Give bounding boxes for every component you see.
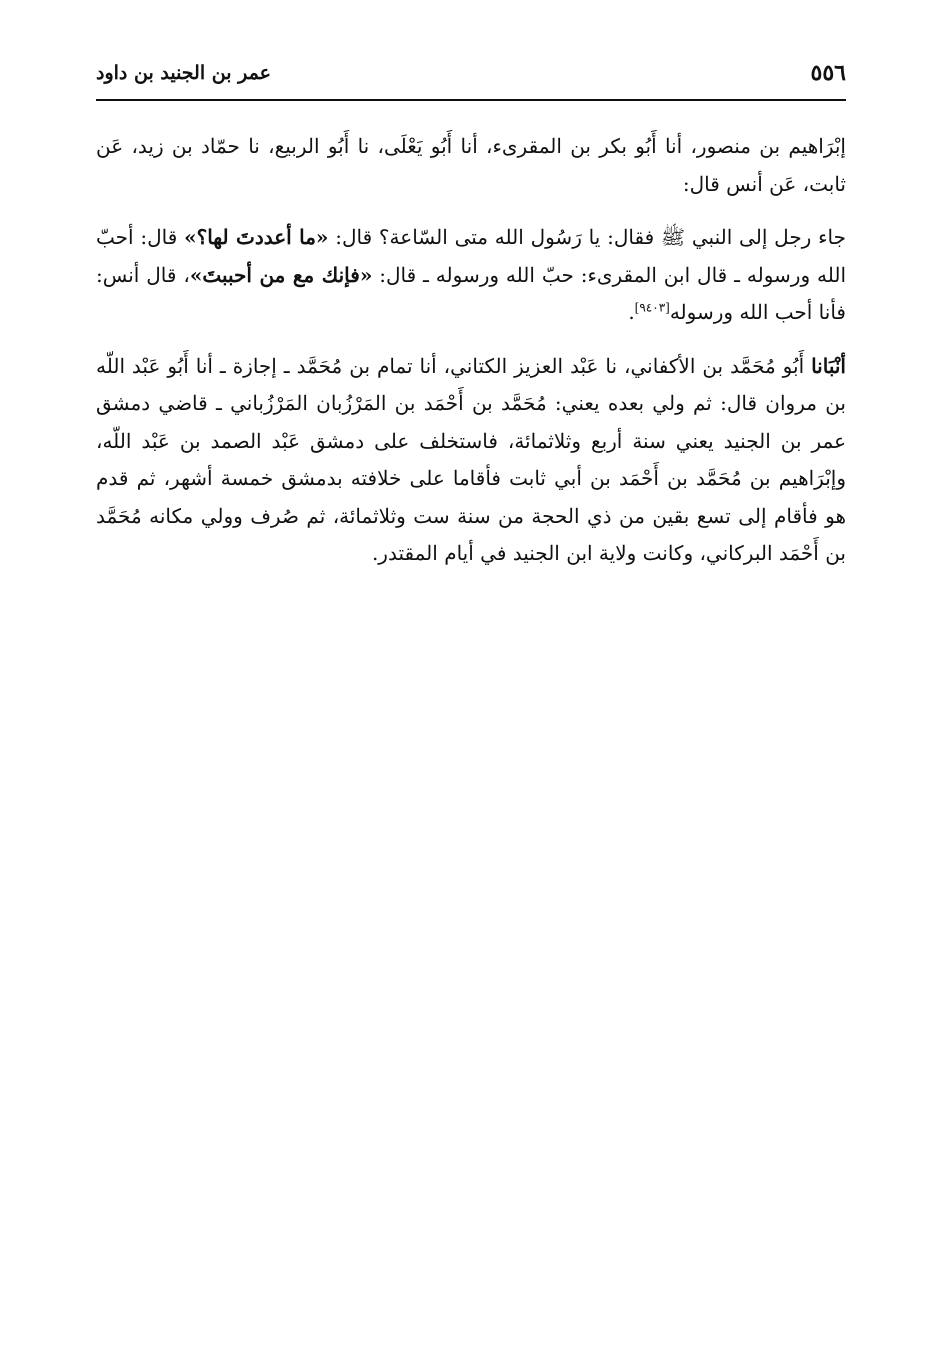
biography-text: أَبُو مُحَمَّد بن الأكفاني، نا عَبْد العزيز الكتاني، أنا تمام بن مُحَمَّد ـ إجازة ـ أنا أَبُو عَبْد اللّه بن مروان قال: ثم ولي بعده يعني: مُحَمَّد بن أَحْمَد بن المَرْزُبان المَرْزُباني ـ قاضي دمشق عمر بن الجنيد يعني سنة أربع وثلاثمائة، فاستخلف على دمشق عَبْد الصمد بن عَبْد اللّه، وإبْرَاهيم بن مُحَمَّد بن أَحْمَد بن أبي ثابت فأقاما على خلافته بدمشق خمسة أشهر، ثم قدم هو فأقام إلى تسع بقين من ذي الحجة من سنة ست وثلاثمائة، ثم صُرف وولي مكانه مُحَمَّد بن أَحْمَد البركاني، وكانت ولاية ابن الجنيد في أيام المقتدر. — [96, 353, 846, 565]
header-rule — [96, 99, 846, 101]
paragraph-hadith — [96, 219, 846, 332]
page-header — [96, 56, 846, 96]
hadith-reference-number: [٩٤٠٣] — [634, 300, 670, 315]
page-number: ٥٥٦ — [810, 60, 846, 86]
hadith-quote-2: «فإنك مع من أحببتَ» — [189, 262, 373, 287]
hadith-quote-1: «ما أعددتَ لها؟» — [184, 225, 329, 249]
hadith-text-3: ، قال أنس: فأنا أحب الله ورسوله — [96, 262, 846, 324]
biography-lead-word: أنْبَانا — [811, 353, 846, 378]
paragraph-biography — [96, 348, 846, 573]
running-title: عمر بن الجنيد بن داود — [96, 62, 271, 84]
paragraph-isnad: إبْرَاهيم بن منصور، أنا أَبُو بكر بن المقرىء، أنا أَبُو يَعْلَى، نا أَبُو الربيع، نا حمّاد بن زيد، عَن ثابت، عَن أنس قال: — [96, 134, 846, 196]
hadith-text-4: . — [628, 300, 635, 324]
hadith-text-1: جاء رجل إلى النبي ﷺ فقال: يا رَسُول الله متى السّاعة؟ قال: — [328, 225, 846, 249]
hadith-text-2: قال: أحبّ الله ورسوله ـ قال ابن المقرىء: حبّ الله ورسوله ـ قال: — [96, 225, 846, 287]
body-text — [96, 128, 846, 573]
